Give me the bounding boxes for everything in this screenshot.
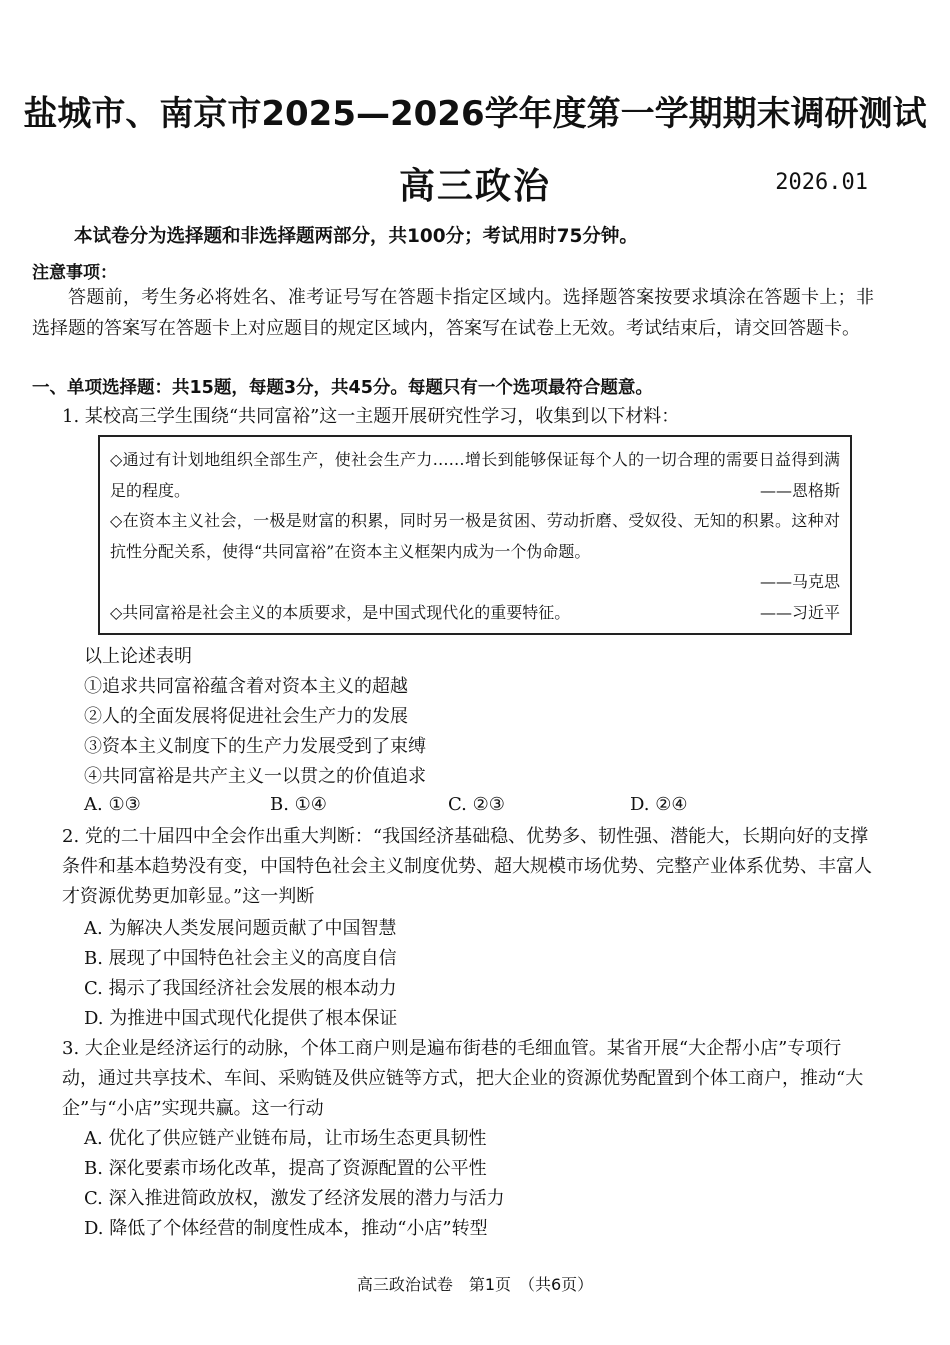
question-1-option-a: A. ①③	[84, 794, 141, 815]
question-3-option-c: C. 深入推进简政放权，激发了经济发展的潜力与活力	[84, 1188, 505, 1209]
question-3-stem: 3. 大企业是经济运行的动脉，个体工商户则是遍布街巷的毛细血管。某省开展“大企帮小店”专项行动，通过共享技术、车间、采购链及供应链等方式，把大企业的资源优势配置到个体工商户，推动“大企”与“小店”实现共赢。这一行动	[62, 1038, 864, 1119]
question-3-option-b: B. 深化要素市场化改革，提高了资源配置的公平性	[84, 1158, 487, 1179]
exam-intro: 本试卷分为选择题和非选择题两部分，共100分；考试用时75分钟。	[74, 226, 638, 247]
question-3-option-d: D. 降低了个体经营的制度性成本，推动“小店”转型	[84, 1218, 488, 1239]
question-1-option-d: D. ②④	[630, 794, 688, 815]
question-2-option-a: A. 为解决人类发展问题贡献了中国智慧	[84, 918, 397, 939]
page-footer: 高三政治试卷 第1页 （共6页）	[356, 1275, 594, 1294]
question-1-option-c: C. ②③	[448, 794, 505, 815]
question-1-item-1: ①追求共同富裕蕴含着对资本主义的超越	[84, 676, 408, 697]
quote-3-row	[110, 598, 840, 629]
question-2-option-c: C. 揭示了我国经济社会发展的根本动力	[84, 978, 397, 999]
quote-box	[98, 435, 852, 635]
question-2-option-d: D. 为推进中国式现代化提供了根本保证	[84, 1008, 398, 1029]
question-1-options	[84, 794, 784, 824]
quote-2-source: ——马克思	[759, 572, 840, 591]
question-1-stem: 1. 某校高三学生围绕“共同富裕”这一主题开展研究性学习，收集到以下材料：	[62, 406, 680, 427]
exam-subject: 高三政治	[398, 166, 551, 207]
quote-2-text: ◇在资本主义社会，一极是财富的积累，同时另一极是贫困、劳动折磨、受奴役、无知的积累。这种对抗性分配关系，使得“共同富裕”在资本主义框架内成为一个伪命题。	[110, 511, 840, 561]
question-1-item-3: ③资本主义制度下的生产力发展受到了束缚	[84, 736, 426, 757]
question-1-option-b: B. ①④	[270, 794, 327, 815]
quote-1-text: ◇通过有计划地组织全部生产，使社会生产力……增长到能够保证每个人的一切合理的需要日益得到满足的程度。	[110, 450, 840, 500]
quote-3-source: ——习近平	[759, 602, 840, 622]
notice-body: 答题前，考生务必将姓名、准考证号写在答题卡指定区域内。选择题答案按要求填涂在答题卡上；非选择题的答案写在答题卡上对应题目的规定区域内，答案写在试卷上无效。考试结束后，请交回答题卡。	[32, 287, 874, 339]
question-1-item-4: ④共同富裕是共产主义一以贯之的价值追求	[84, 766, 426, 787]
question-3-option-a: A. 优化了供应链产业链布局，让市场生态更具韧性	[84, 1128, 487, 1149]
question-1-item-2: ②人的全面发展将促进社会生产力的发展	[84, 706, 408, 727]
question-2-stem: 2. 党的二十届四中全会作出重大判断：“我国经济基础稳、优势多、韧性强、潜能大，长期向好的支撑条件和基本趋势没有变，中国特色社会主义制度优势、超大规模市场优势、完整产业体系优势、丰富人才资源优势更加彰显。”这一判断	[62, 826, 872, 907]
quote-3-text: ◇共同富裕是社会主义的本质要求，是中国式现代化的重要特征。	[110, 602, 571, 622]
quote-1-source: ——恩格斯	[759, 480, 840, 500]
notice-heading: 注意事项：	[32, 263, 117, 283]
exam-title: 盐城市、南京市2025—2026学年度第一学期期末调研测试	[23, 94, 927, 134]
question-2-option-b: B. 展现了中国特色社会主义的高度自信	[84, 948, 397, 969]
exam-date: 2026.01	[775, 170, 868, 195]
section-heading: 一、单项选择题：共15题，每题3分，共45分。每题只有一个选项最符合题意。	[32, 378, 653, 398]
question-1-lead: 以上论述表明	[84, 646, 192, 667]
